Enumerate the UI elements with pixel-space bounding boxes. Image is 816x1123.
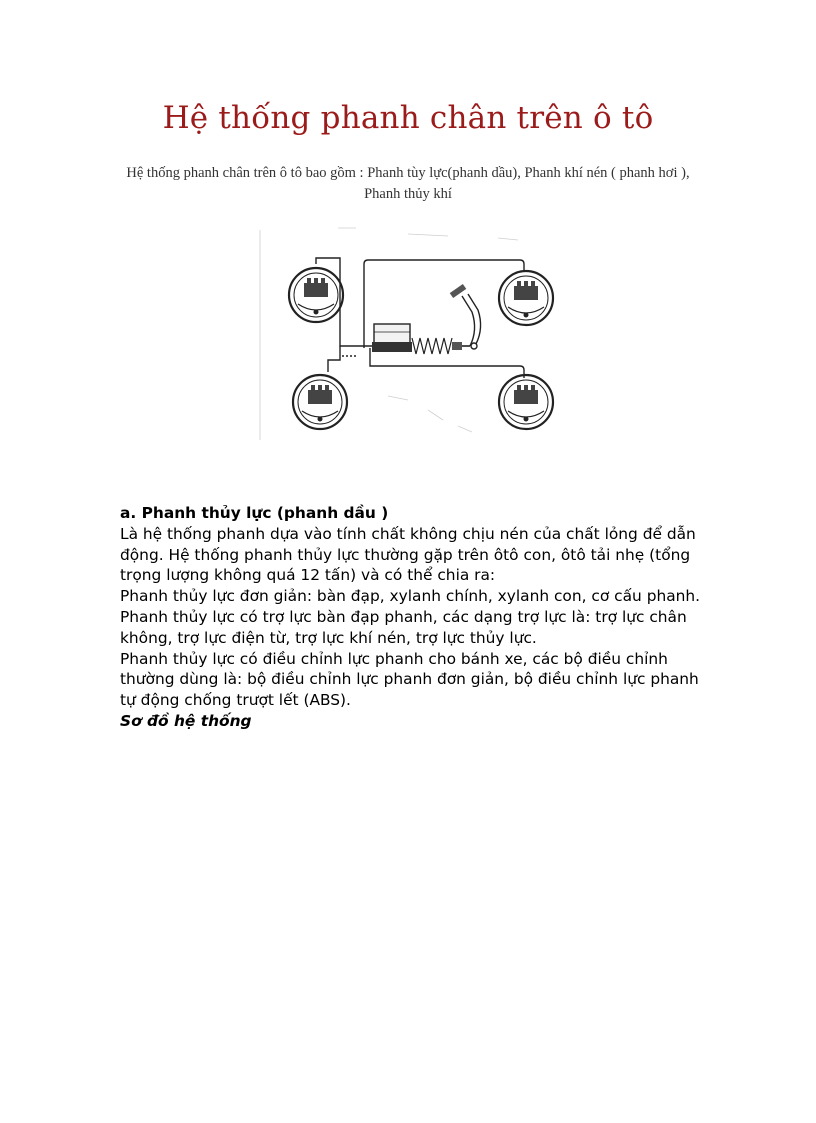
wheel-brake-rear-left bbox=[293, 375, 347, 429]
brake-pedal bbox=[450, 284, 481, 349]
master-cylinder bbox=[372, 324, 470, 354]
paragraph: Là hệ thống phanh dựa vào tính chất không chịu nén của chất lỏng để dẫn động. Hệ thống phanh thủy lực thường gặp trên ôtô con, ôtô tải nhẹ (tổng trọng lượng không quá 12 tấn) và có thể chia ra: bbox=[120, 524, 696, 585]
section-heading: a. Phanh thủy lực (phanh dầu ) bbox=[120, 504, 389, 522]
paragraph: Phanh thủy lực có trợ lực bàn đạp phanh, các dạng trợ lực là: trợ lực chân không, trợ lực điện từ, trợ lực khí nén, trợ lực thủy lực. bbox=[120, 607, 687, 647]
diagram-caption: Sơ đồ hệ thống bbox=[120, 711, 252, 730]
paragraph: Phanh thủy lực đơn giản: bàn đạp, xylanh chính, xylanh con, cơ cấu phanh. bbox=[120, 587, 701, 606]
brake-system-diagram bbox=[258, 220, 566, 446]
page-title: Hệ thống phanh chân trên ô tô bbox=[162, 100, 654, 136]
paragraph: Phanh thủy lực có điều chỉnh lực phanh cho bánh xe, các bộ điều chỉnh thường dùng là: bộ điều chỉnh lực phanh đơn giản, bộ điều chỉnh lực phanh tự động chống trượt lết (ABS). bbox=[120, 649, 699, 710]
wheel-brake-rear-right bbox=[499, 375, 553, 429]
wheel-brake-front-left bbox=[289, 268, 343, 322]
section-a bbox=[120, 503, 705, 732]
subtitle: Hệ thống phanh chân trên ô tô bao gồm : Phanh tùy lực(phanh dầu), Phanh khí nén ( phanh hơi ), Phanh thủy khí bbox=[126, 165, 690, 202]
wheel-brake-front-right bbox=[499, 271, 553, 325]
